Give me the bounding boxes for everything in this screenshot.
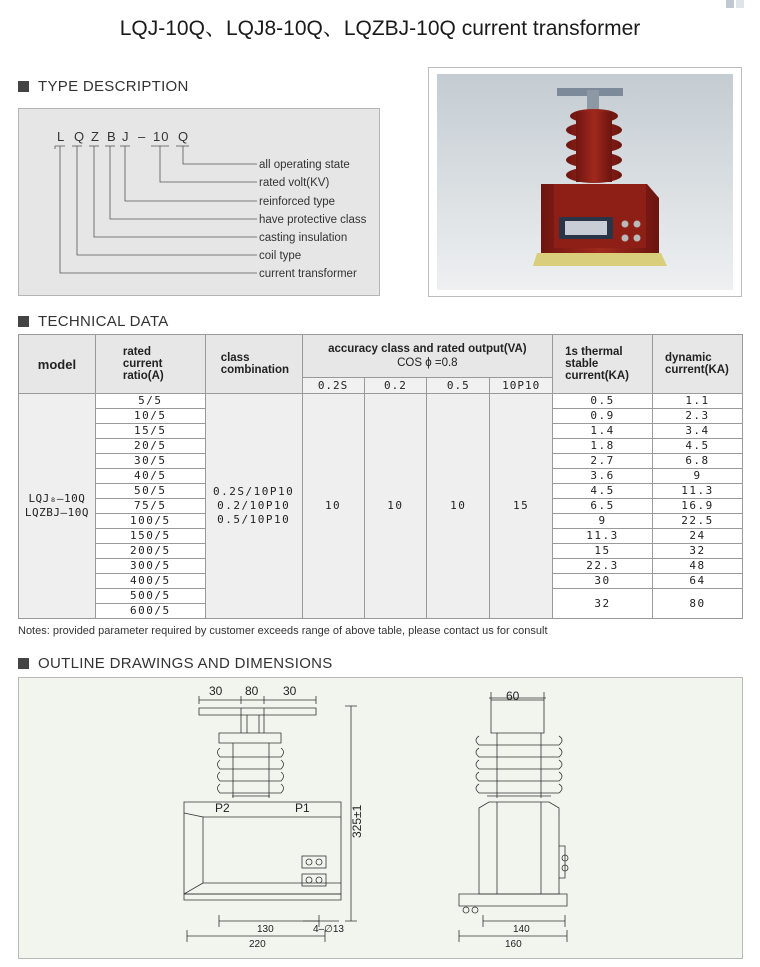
dynamic-cell: 1.1	[653, 394, 743, 409]
header-text: 1s thermal	[565, 346, 623, 358]
dim-label: 160	[505, 939, 522, 950]
thermal-cell: 32	[553, 589, 653, 619]
code-letter: 10	[153, 129, 170, 144]
dynamic-cell: 11.3	[653, 484, 743, 499]
output-cell: 10	[302, 394, 364, 619]
outline-drawing	[19, 678, 744, 960]
subheader-cell: 0.2	[364, 378, 427, 394]
class-line: 0.2S/10P10	[213, 485, 295, 498]
output-cell: 15	[490, 394, 553, 619]
dim-label: 80	[245, 684, 259, 698]
model-line: LQJ₈–10Q	[28, 492, 86, 505]
header-text: current	[122, 358, 163, 370]
dim-label: 60	[506, 689, 520, 703]
dim-label: 220	[249, 939, 266, 950]
section-square-icon	[18, 81, 29, 92]
section-title: OUTLINE DRAWINGS AND DIMENSIONS	[38, 655, 333, 672]
section-outline	[18, 655, 333, 672]
header-text: class	[220, 352, 250, 364]
ratio-cell: 5/5	[95, 394, 205, 409]
dim-label: 140	[513, 924, 530, 935]
transformer-photo-image	[429, 68, 741, 296]
thermal-cell: 15	[553, 544, 653, 559]
dynamic-cell: 48	[653, 559, 743, 574]
ratio-cell: 150/5	[95, 529, 205, 544]
code-letter: L	[57, 129, 66, 144]
dim-label: 130	[257, 924, 274, 935]
header-text: accuracy class and rated output(VA)	[328, 343, 527, 355]
ratio-cell: 200/5	[95, 544, 205, 559]
dynamic-cell: 3.4	[653, 424, 743, 439]
dynamic-cell: 64	[653, 574, 743, 589]
class-line: 0.5/10P10	[217, 513, 291, 526]
type-label: all operating state	[259, 159, 350, 171]
dynamic-cell: 6.8	[653, 454, 743, 469]
output-cell: 10	[364, 394, 427, 619]
dynamic-cell: 24	[653, 529, 743, 544]
ratio-cell: 75/5	[95, 499, 205, 514]
section-title: TECHNICAL DATA	[38, 313, 169, 330]
section-technical-data	[18, 313, 169, 330]
ratio-cell: 20/5	[95, 439, 205, 454]
header-text: COS ϕ =0.8	[397, 357, 458, 369]
dynamic-cell: 9	[653, 469, 743, 484]
thermal-cell: 3.6	[553, 469, 653, 484]
ratio-cell: 10/5	[95, 409, 205, 424]
thermal-cell: 11.3	[553, 529, 653, 544]
section-square-icon	[18, 316, 29, 327]
thermal-cell: 2.7	[553, 454, 653, 469]
thermal-cell: 1.4	[553, 424, 653, 439]
code-letter: Q	[178, 129, 190, 144]
ratio-cell: 30/5	[95, 454, 205, 469]
header-dynamic	[653, 335, 743, 394]
ratio-cell: 300/5	[95, 559, 205, 574]
dynamic-cell: 4.5	[653, 439, 743, 454]
section-type-description	[18, 78, 189, 95]
outline-drawing-panel	[18, 677, 743, 959]
page-title: LQJ-10Q、LQJ8-10Q、LQZBJ-10Q current transformer	[119, 17, 641, 40]
corner-mark-icon	[726, 0, 746, 10]
dim-label: 4–∅13	[313, 924, 344, 935]
dynamic-cell: 16.9	[653, 499, 743, 514]
header-text: dynamic	[665, 352, 712, 364]
code-letter: –	[138, 129, 147, 144]
type-label: have protective class	[259, 214, 367, 226]
ratio-cell: 15/5	[95, 424, 205, 439]
section-square-icon	[18, 658, 29, 669]
thermal-cell: 22.3	[553, 559, 653, 574]
terminal-label: P1	[295, 801, 310, 815]
class-cell	[205, 394, 302, 619]
header-text: current(KA)	[665, 364, 729, 376]
type-label: casting insulation	[259, 232, 348, 244]
thermal-cell: 1.8	[553, 439, 653, 454]
ratio-cell: 400/5	[95, 574, 205, 589]
type-code-diagram	[19, 109, 381, 297]
header-model: model	[19, 335, 96, 394]
dim-label: 30	[209, 684, 223, 698]
header-accuracy	[302, 335, 552, 378]
subheader-cell: 0.5	[427, 378, 490, 394]
subheader-cell: 0.2S	[302, 378, 364, 394]
notes-text: Notes: provided parameter required by customer exceeds range of above table, please contact us for consult	[18, 625, 548, 637]
terminal-label: P2	[215, 801, 230, 815]
header-text: stable	[565, 358, 599, 370]
ratio-cell: 40/5	[95, 469, 205, 484]
thermal-cell: 9	[553, 514, 653, 529]
type-label: rated volt(KV)	[259, 177, 330, 189]
thermal-cell: 6.5	[553, 499, 653, 514]
dim-label: 30	[283, 684, 297, 698]
type-label: reinforced type	[259, 196, 336, 208]
dynamic-cell: 80	[653, 589, 743, 619]
product-photo	[428, 67, 742, 297]
header-text: rated	[122, 346, 151, 358]
class-line: 0.2/10P10	[217, 499, 291, 512]
header-text: current(KA)	[565, 370, 629, 382]
table-row	[19, 394, 743, 409]
header-text: combination	[220, 364, 290, 376]
ratio-cell: 600/5	[95, 604, 205, 619]
model-cell	[19, 394, 96, 619]
ratio-cell: 500/5	[95, 589, 205, 604]
dim-label: 325±1	[350, 804, 364, 838]
code-letter: Q	[74, 129, 86, 144]
ratio-cell: 50/5	[95, 484, 205, 499]
technical-data-table	[18, 334, 743, 619]
table-header-row	[19, 335, 743, 378]
header-text: ratio(A)	[122, 370, 164, 382]
header-class	[205, 335, 302, 394]
section-title: TYPE DESCRIPTION	[38, 78, 189, 95]
table-body	[19, 394, 743, 619]
dynamic-cell: 2.3	[653, 409, 743, 424]
thermal-cell: 0.5	[553, 394, 653, 409]
type-description-panel	[18, 108, 380, 296]
thermal-cell: 4.5	[553, 484, 653, 499]
dynamic-cell: 22.5	[653, 514, 743, 529]
code-letter: Z	[91, 129, 100, 144]
type-label: current transformer	[259, 268, 357, 280]
model-line: LQZBJ–10Q	[24, 506, 89, 519]
code-letter: B	[107, 129, 117, 144]
ratio-cell: 100/5	[95, 514, 205, 529]
type-label: coil type	[259, 250, 302, 262]
header-thermal	[553, 335, 653, 394]
thermal-cell: 0.9	[553, 409, 653, 424]
output-cell: 10	[427, 394, 490, 619]
code-letter: J	[122, 129, 130, 144]
thermal-cell: 30	[553, 574, 653, 589]
subheader-cell: 10P10	[490, 378, 553, 394]
header-ratio	[95, 335, 205, 394]
dynamic-cell: 32	[653, 544, 743, 559]
